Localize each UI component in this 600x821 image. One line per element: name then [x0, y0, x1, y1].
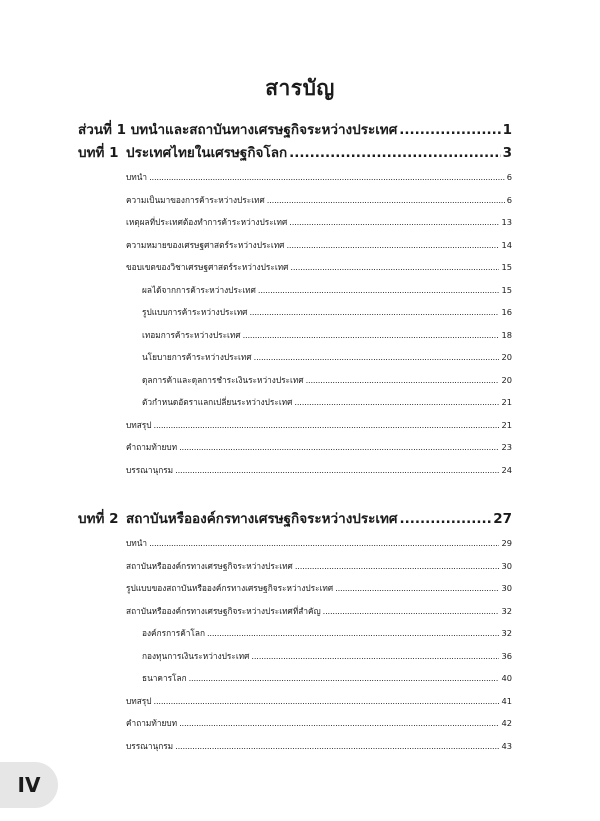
toc-page-number: 27: [493, 511, 512, 527]
toc-section[interactable]: [78, 215, 512, 238]
toc-entry-label: รูปแบบการค้าระหว่างประเทศ: [142, 307, 248, 317]
toc-leader-dots: [179, 718, 499, 728]
toc-chapter-entries: [78, 536, 512, 761]
toc-subsection[interactable]: [78, 626, 512, 649]
toc-entry-label: ขอบเขตของวิชาเศรษฐศาสตร์ระหว่างประเทศ: [126, 262, 289, 272]
toc-page-number: 16: [501, 307, 512, 317]
toc-leader-dots: [149, 172, 505, 182]
toc-leader-dots: [149, 538, 499, 548]
page-title: สารบัญ: [265, 76, 335, 100]
toc-entry-label: บทสรุป: [126, 695, 152, 706]
toc-entry-label: องค์กรการค้าโลก: [142, 628, 205, 638]
toc-chapter-entries: [78, 170, 512, 485]
toc-leader-dots: [254, 352, 500, 362]
toc-page-number: 43: [501, 740, 512, 751]
toc-entry-label: เทอมการค้าระหว่างประเทศ: [142, 329, 241, 340]
toc-page-number: 14: [501, 239, 512, 250]
toc-subsection[interactable]: [78, 671, 512, 694]
toc-page-number: 6: [506, 172, 512, 182]
toc-section[interactable]: [78, 418, 512, 441]
toc-leader-dots: [335, 583, 499, 593]
toc-entry-label: บรรณานุกรม: [126, 464, 174, 475]
toc-part-label: ส่วนที่ 1 บทนำและสถาบันทางเศรษฐกิจระหว่างประเทศ: [78, 122, 398, 138]
toc-leader-dots: [207, 628, 499, 638]
toc-page-number: 29: [501, 538, 512, 548]
toc-chapter-label: [78, 507, 397, 529]
toc-chapter-title: สถาบันหรือองค์กรทางเศรษฐกิจระหว่างประเทศ: [126, 511, 398, 527]
toc-subsection[interactable]: [78, 350, 512, 373]
toc-section[interactable]: [78, 170, 512, 193]
toc-leader-dots: [323, 606, 500, 616]
toc-subsection[interactable]: [78, 395, 512, 418]
toc-section[interactable]: [78, 463, 512, 486]
toc-subsection[interactable]: [78, 328, 512, 351]
toc-leader-dots: [189, 673, 500, 683]
toc-page-number: 24: [501, 464, 512, 475]
table-of-contents: [78, 118, 512, 761]
toc-leader-dots: [175, 465, 499, 475]
toc-section[interactable]: [78, 694, 512, 717]
toc-page-number: 20: [501, 374, 512, 385]
toc-chapter-2[interactable]: [78, 507, 512, 530]
chapter-spacer: [78, 485, 512, 507]
toc-entry-label: ดุลการค้าและดุลการชำระเงินระหว่างประเทศ: [142, 374, 304, 385]
toc-page-number: 21: [501, 419, 512, 430]
toc-section[interactable]: [78, 260, 512, 283]
toc-page-number: 32: [501, 605, 512, 616]
toc-page-number: 23: [501, 442, 512, 452]
toc-leader-dots: [249, 307, 499, 317]
toc-section[interactable]: [78, 604, 512, 627]
toc-entry-label: ตัวกำหนดอัตราแลกเปลี่ยนระหว่างประเทศ: [142, 397, 293, 407]
toc-entry-label: ความเป็นมาของการค้าระหว่างประเทศ: [126, 194, 265, 205]
toc-page-number: 32: [501, 628, 512, 638]
toc-section[interactable]: [78, 581, 512, 604]
toc-entry-label: กองทุนการเงินระหว่างประเทศ: [142, 650, 250, 661]
toc-page-number: 40: [501, 673, 512, 683]
toc-leader-dots: [289, 145, 500, 161]
toc-leader-dots: [399, 511, 491, 527]
toc-entry-label: เหตุผลที่ประเทศต้องทำการค้าระหว่างประเทศ: [126, 217, 288, 227]
toc-leader-dots: [289, 217, 499, 227]
toc-page-number: 41: [501, 695, 512, 706]
toc-page-number: 15: [501, 262, 512, 272]
toc-leader-dots: [290, 262, 499, 272]
toc-page-number: 20: [501, 352, 512, 362]
toc-section[interactable]: [78, 193, 512, 216]
toc-subsection[interactable]: [78, 283, 512, 306]
toc-chapter-1[interactable]: [78, 141, 512, 164]
toc-entry-label: สถาบันหรือองค์กรทางเศรษฐกิจระหว่างประเทศที่สำคัญ: [126, 605, 321, 616]
page-number-badge: IV: [0, 762, 58, 808]
toc-entry-label: บทนำ: [126, 172, 148, 182]
toc-leader-dots: [399, 122, 500, 138]
toc-leader-dots: [295, 561, 500, 571]
toc-page-number: 6: [506, 194, 512, 205]
toc-section[interactable]: [78, 440, 512, 463]
toc-leader-dots: [306, 375, 500, 385]
toc-leader-dots: [154, 420, 500, 430]
toc-leader-dots: [243, 330, 500, 340]
toc-entry-label: สถาบันหรือองค์กรทางเศรษฐกิจระหว่างประเทศ: [126, 560, 293, 571]
toc-leader-dots: [251, 651, 499, 661]
toc-page-number: 13: [501, 217, 512, 227]
toc-section[interactable]: [78, 238, 512, 261]
toc-entry-label: ธนาคารโลก: [142, 673, 187, 683]
toc-chapter-number: บทที่ 2: [78, 511, 119, 527]
toc-section[interactable]: [78, 716, 512, 739]
toc-leader-dots: [154, 696, 500, 706]
toc-entry-label: คำถามท้ายบท: [126, 718, 178, 728]
toc-section[interactable]: [78, 559, 512, 582]
toc-subsection[interactable]: [78, 373, 512, 396]
toc-chapter-number: บทที่ 1: [78, 145, 119, 161]
toc-leader-dots: [267, 195, 505, 205]
toc-chapter-label: [78, 141, 287, 163]
toc-leader-dots: [294, 397, 499, 407]
toc-leader-dots: [286, 240, 499, 250]
toc-part-1[interactable]: [78, 118, 512, 141]
toc-section[interactable]: [78, 739, 512, 762]
toc-page-number: 42: [501, 718, 512, 728]
toc-page-number: 21: [501, 397, 512, 407]
toc-entry-label: นโยบายการค้าระหว่างประเทศ: [142, 352, 252, 362]
toc-entry-label: บทนำ: [126, 538, 148, 548]
toc-subsection[interactable]: [78, 649, 512, 672]
toc-page-number: 1: [502, 122, 512, 138]
toc-page-number: 30: [501, 560, 512, 571]
toc-entry-label: บทสรุป: [126, 419, 152, 430]
toc-entry-label: ผลได้จากการค้าระหว่างประเทศ: [142, 284, 256, 295]
toc-leader-dots: [258, 285, 500, 295]
toc-page-number: 3: [502, 145, 512, 161]
toc-entry-label: รูปแบบของสถาบันหรือองค์กรทางเศรษฐกิจระหว่างประเทศ: [126, 583, 334, 593]
toc-entry-label: บรรณานุกรม: [126, 740, 174, 751]
toc-subsection[interactable]: [78, 305, 512, 328]
toc-entry-label: ความหมายของเศรษฐศาสตร์ระหว่างประเทศ: [126, 239, 285, 250]
toc-section[interactable]: [78, 536, 512, 559]
toc-entry-label: คำถามท้ายบท: [126, 442, 178, 452]
toc-chapter-title: ประเทศไทยในเศรษฐกิจโลก: [126, 145, 288, 161]
toc-page-number: 18: [501, 329, 512, 340]
toc-leader-dots: [175, 741, 499, 751]
toc-page-number: 36: [501, 650, 512, 661]
toc-page-number: 15: [501, 284, 512, 295]
toc-leader-dots: [179, 442, 499, 452]
toc-page-number: 30: [501, 583, 512, 593]
